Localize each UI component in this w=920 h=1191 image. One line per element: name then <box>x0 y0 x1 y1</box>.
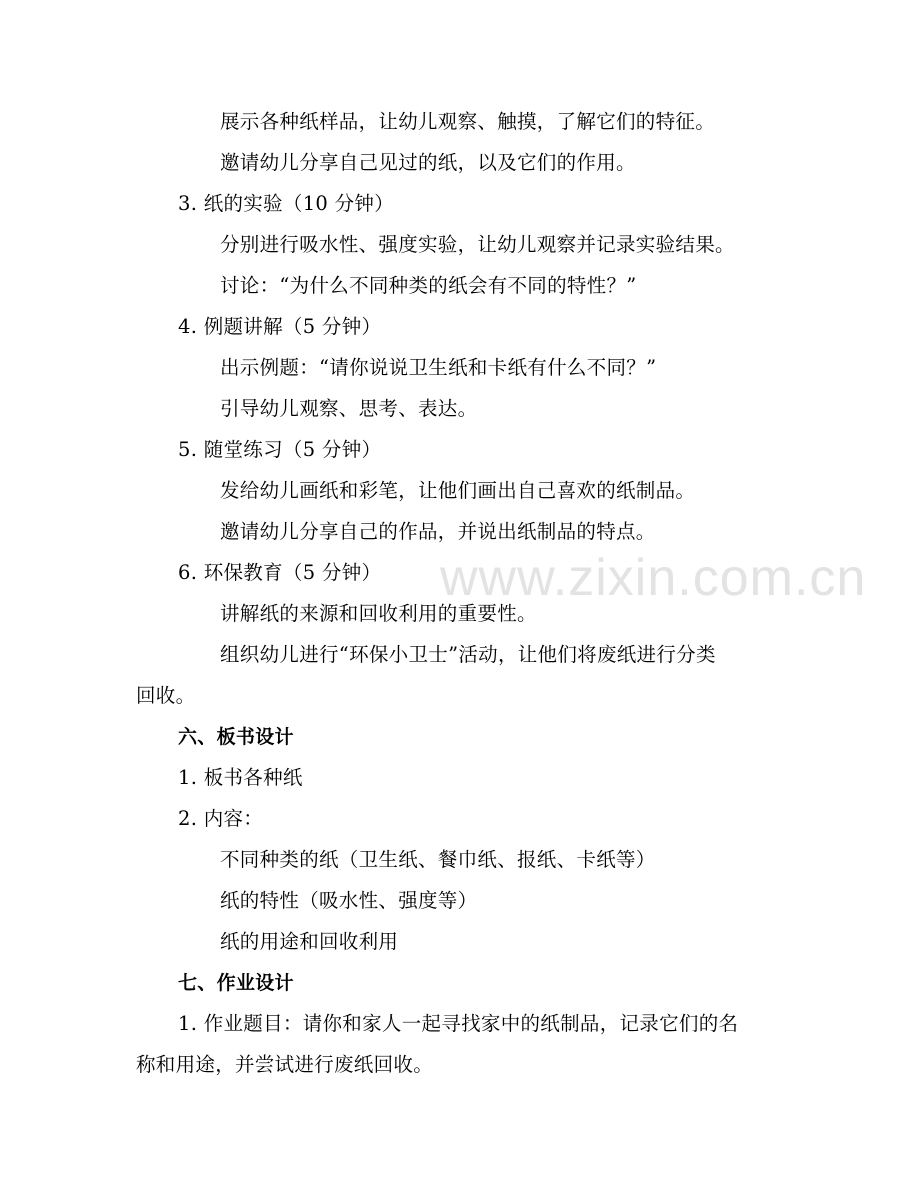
text-line: 回收。 <box>136 684 196 707</box>
text-line: 纸的用途和回收利用 <box>220 930 399 953</box>
list-item: 1. 板书各种纸 <box>178 766 303 789</box>
text-line: 分别进行吸水性、强度实验，让幼儿观察并记录实验结果。 <box>220 233 735 256</box>
list-item: 3. 纸的实验（10 分钟） <box>178 192 395 215</box>
text-line: 称和用途，并尝试进行废纸回收。 <box>136 1053 434 1076</box>
text-line: 引导幼儿观察、思考、表达。 <box>220 397 478 420</box>
text-line: 邀请幼儿分享自己的作品，并说出纸制品的特点。 <box>220 520 656 543</box>
list-item: 2. 内容： <box>178 807 264 830</box>
text-line: 发给幼儿画纸和彩笔，让他们画出自己喜欢的纸制品。 <box>220 479 696 502</box>
section-heading: 六、板书设计 <box>178 726 294 748</box>
text-line: 讲解纸的来源和回收利用的重要性。 <box>220 602 537 625</box>
text-line: 讨论：“为什么不同种类的纸会有不同的特性？” <box>220 274 637 297</box>
list-item: 4. 例题讲解（5 分钟） <box>178 315 382 338</box>
text-line: 组织幼儿进行“环保小卫士”活动，让他们将废纸进行分类 <box>220 643 716 666</box>
list-item: 5. 随堂练习（5 分钟） <box>178 438 382 461</box>
watermark: www.zixin.com.cn <box>440 549 867 607</box>
list-item: 1. 作业题目：请你和家人一起寻找家中的纸制品，记录它们的名 <box>178 1012 739 1035</box>
section-heading: 七、作业设计 <box>178 972 294 994</box>
text-line: 展示各种纸样品，让幼儿观察、触摸，了解它们的特征。 <box>220 110 716 133</box>
text-line: 出示例题：“请你说说卫生纸和卡纸有什么不同？” <box>220 356 657 379</box>
text-line: 不同种类的纸（卫生纸、餐巾纸、报纸、卡纸等） <box>220 848 656 871</box>
text-line: 邀请幼儿分享自己见过的纸，以及它们的作用。 <box>220 151 636 174</box>
list-item: 6. 环保教育（5 分钟） <box>178 561 382 584</box>
text-line: 纸的特性（吸水性、强度等） <box>220 889 478 912</box>
